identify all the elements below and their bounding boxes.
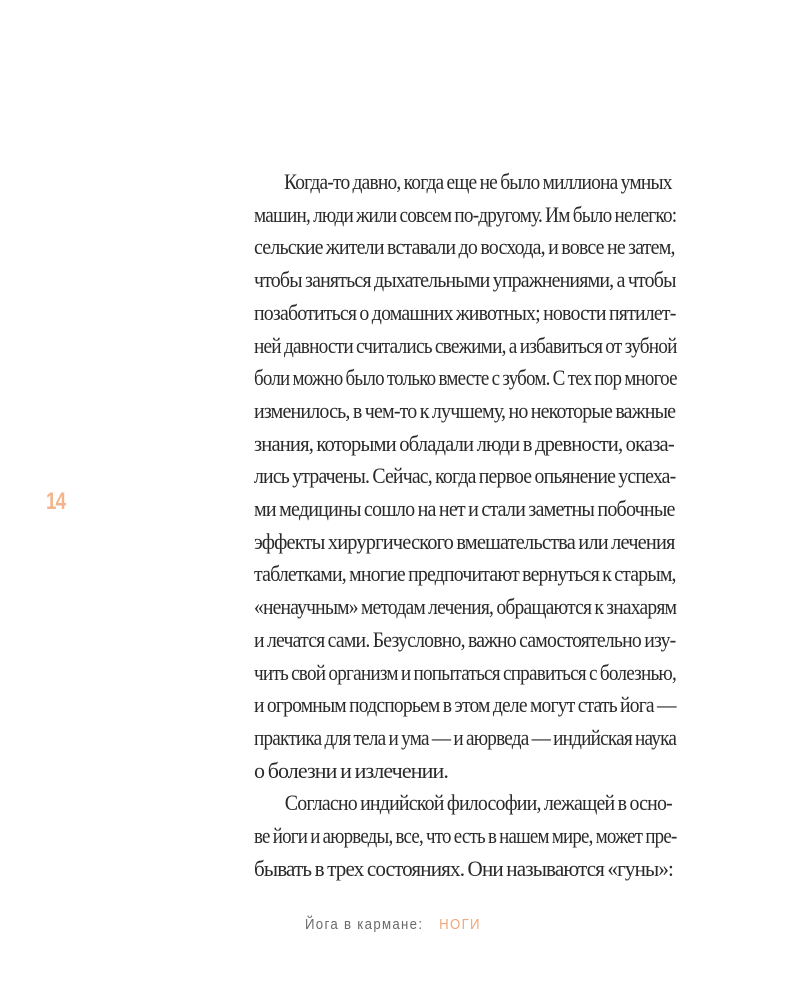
paragraph-2: [254, 787, 706, 885]
text-line: практика для тела и ума — и аюрведа — индийская наука: [254, 724, 677, 750]
text-line: изменилось, в чем-то к лучшему, но некоторые важные: [254, 397, 676, 423]
text-line: чтобы заняться дыхательными упражнениями, а чтобы: [254, 267, 676, 293]
text-line: машин, люди жили совсем по-другому. Им было нелегко:: [254, 201, 677, 227]
text-line: ней давности считались свежими, а избавиться от зубной: [254, 332, 677, 358]
text-line: позаботиться о домашних животных; новости пятилет-: [254, 299, 676, 325]
text-line: сельские жители вставали до восхода, и вовсе не затем,: [254, 234, 675, 260]
text-line: бывать в трех состояниях. Они называются «гуны»:: [254, 855, 674, 881]
text-line: Согласно индийской философии, лежащей в осно-: [284, 790, 672, 816]
text-line: «ненаучным» методам лечения, обращаются к знахарям: [254, 594, 677, 620]
text-line: знания, которыми обладали люди в древности, оказа-: [254, 430, 674, 456]
text-line: таблетками, многие предпочитают вернуться к старым,: [254, 561, 676, 587]
running-footer: [305, 916, 481, 933]
paragraph-1: [254, 166, 706, 787]
text-line: Когда-то давно, когда еще не было миллиона умных: [284, 169, 672, 194]
footer-section-name: НОГИ: [439, 916, 481, 933]
text-line: ве йоги и аюрведы, все, что есть в нашем мире, может пре-: [254, 823, 677, 849]
text-line: эффекты хирургического вмешательства или лечения: [254, 528, 675, 554]
text-line: чить свой организм и попытаться справиться с болезнью,: [254, 659, 677, 685]
text-line: и огромным подспорьем в этом деле могут стать йога —: [254, 692, 676, 718]
text-line: боли можно было только вместе с зубом. С тех пор многое: [254, 365, 677, 391]
footer-book-title: Йога в кармане:: [305, 916, 424, 933]
body-text: [254, 166, 706, 885]
text-line: и лечатся сами. Безусловно, важно самостоятельно изу-: [254, 626, 676, 652]
text-line: лись утрачены. Сейчас, когда первое опьянение успеха-: [254, 463, 676, 489]
page-number: 14: [46, 488, 66, 515]
text-line: о болезни и излечении.: [254, 757, 448, 783]
text-line: ми медицины сошло на нет и стали заметны побочные: [254, 496, 675, 522]
